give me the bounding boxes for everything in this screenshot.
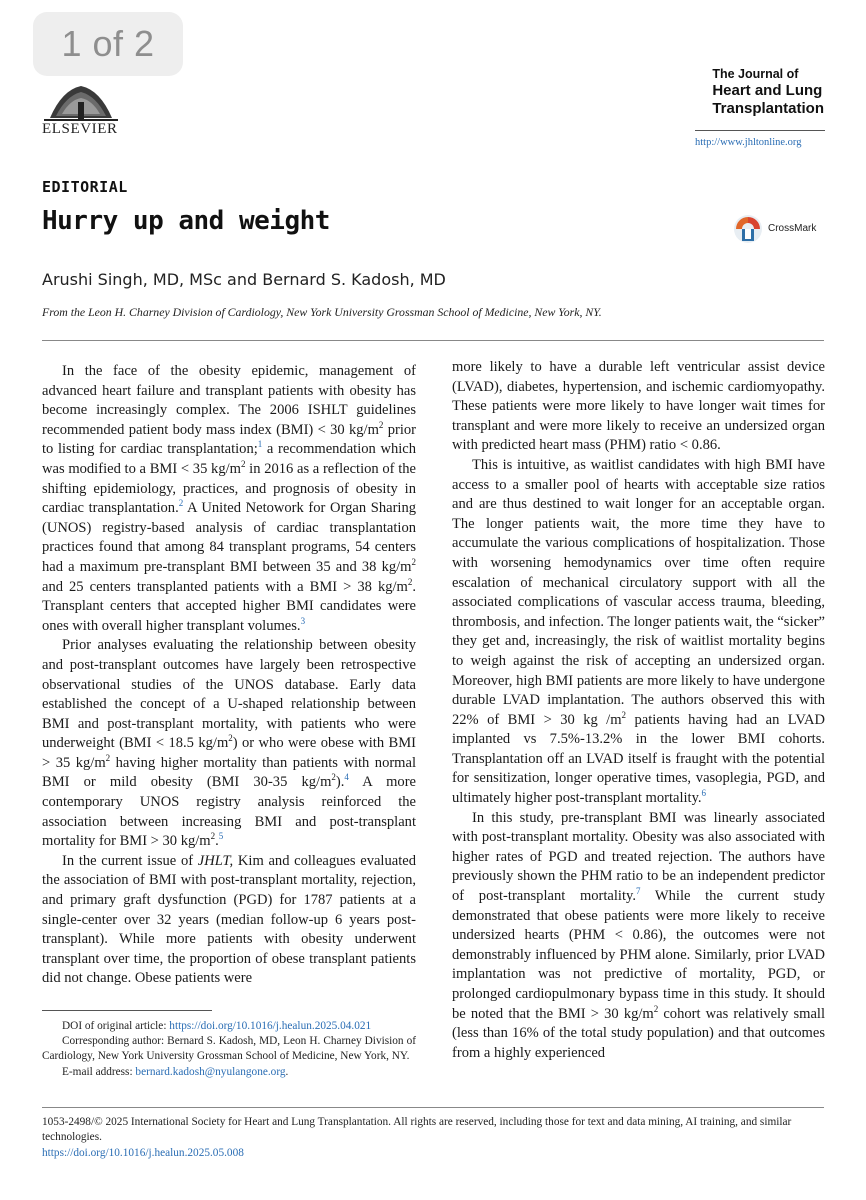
crossmark-label[interactable]: CrossMark — [768, 223, 817, 234]
body-column-left — [42, 362, 416, 989]
doi-footnote: DOI of original article: https://doi.org/10.1016/j.healun.2025.04.021 — [62, 1020, 372, 1032]
body-column-right — [452, 358, 825, 1063]
page-indicator: 1 of 2 — [33, 12, 183, 76]
reference-link[interactable]: 6 — [701, 788, 707, 799]
email-link[interactable]: bernard.kadosh@nyulangone.org — [135, 1065, 286, 1078]
reference-link[interactable]: 5 — [218, 831, 224, 842]
footer-divider — [42, 1107, 824, 1108]
journal-title — [712, 66, 824, 118]
paragraph: In the current issue of JHLT, Kim and colleagues evaluated the association of BMI with post-transplant mortality, rejection, and primary graft dysfunction (PGD) for 1787 patients at a single-center over 32 years (median follow-up 6 years post-transplant). While more patients with obesity underwent transplant over time, the proportion of obese transplant patients did not change. Obese patients were — [42, 852, 416, 987]
affiliation: From the Leon H. Charney Division of Cardiology, New York University Grossman School of Medicine, New York, NY. — [42, 305, 602, 319]
header-divider — [42, 340, 824, 341]
paragraph: In the face of the obesity epidemic, management of advanced heart failure and transplant patients with obesity has become increasingly complex. The 2006 ISHLT guidelines recommended patient body mass index (BMI) < 30 $kg/m^2$ prior to listing for cardiac transplantation;$^1$ a recommendation which was modified to a BMI < 35 $kg/m^2$ in 2016 as a reflection of the shifting epidemiology, practices, and prognosis of obesity in cardiac transplantation.$^2$ A United Netowork for Organ Sharing (UNOS) registry-based analysis of cardiac transplantation practices found that among 84 transplant programs, 54 centers had a maximum pre-transplant BMI between 35 and 38 $kg/m^2$ and 25 centers transplanted patients with a BMI > 38 $kg/m^2$. Transplant centers that accepted higher BMI candidates were ones with overall higher transplant volumes.$^3$ — [42, 363, 416, 634]
copyright-text: 1053-2498/© 2025 International Society for Heart and Lung Transplantation. All rights are reserved, including those for text and data mining, AI training, and similar technologies. — [42, 1116, 792, 1144]
reference-link[interactable]: 3 — [300, 615, 306, 626]
footnote-divider — [42, 1010, 212, 1011]
paragraph: Prior analyses evaluating the relationship between obesity and post-transplant outcomes have largely been retrospective observational studies of the UNOS database. Early data established the concept of a U-shaped relationship between BMI and post-transplant mortality, with patients who were underweight (BMI < 18.5 $kg/m^2$) or who were obese with BMI > 35 $kg/m^2$ having higher mortality than patients with normal BMI or mild obesity (BMI 30-35 $kg/m^2).^4$ A more contemporary UNOS registry analysis reinforced the association between increasing BMI and post-transplant mortality for BMI > 30 $kg/m^2.^5$ — [42, 637, 417, 850]
crossmark-icon[interactable] — [733, 214, 763, 244]
journal-line-1: The Journal of — [712, 67, 799, 81]
section-label: EDITORIAL — [42, 178, 128, 196]
article-title: Hurry up and weight — [42, 206, 330, 236]
journal-divider — [695, 130, 825, 131]
authors: Arushi Singh, MD, MSc and Bernard S. Kadosh, MD — [42, 270, 446, 289]
elsevier-tree-logo — [42, 80, 120, 122]
reference-link[interactable]: 4 — [344, 772, 349, 783]
paragraph: This is intuitive, as waitlist candidates with high BMI have access to a smaller pool of hearts with acceptable size ratios and are thus destined to wait longer for an acceptable organ. The longer patients wait, the more time they have to accumulate the various complications of hospitalization. Those with worsening hemodynamics over time often require escalation of mechanical circulatory support with all the associated complications of vascular access trauma, bleeding, thrombosis, and infection. The longer patients wait, the “sicker” they get and, increasingly, the risk of waitlist mortality begins to weigh against the risk of accepting an undersized organ. Moreover, high BMI patients are more likely to have undergone durable LVAD implantation. The authors observed this with 22% of BMI > 30 kg $/m^2$ patients having had an LVAD implanted vs 7.5%-13.2% in the lower BMI cohorts. Transplantation off an LVAD itself is fraught with the potential for sensitization, longer operative times, vasoplegia, PGD, and ultimately higher post-transplant mortality.$^6$ — [452, 456, 825, 807]
reference-link[interactable]: 2 — [178, 498, 184, 509]
paragraph: In this study, pre-transplant BMI was linearly associated with post-transplant mortality. Obesity was also associated with higher rates of PGD and treated rejection. The authors have previously shown the PHM ratio to be an independent predictor of post-transplant mortality.$^7$ While the current study demonstrated that obese patients were more likely to receive undersized hearts (PHM < 0.86), the outcomes were not demonstrably influenced by PHM alone. Similarly, prior LVAD implantation was not predictive of mortality, PGD, or prolonged cardiopulmonary bypass time in this study. It should be noted that the BMI > 30 $kg/m^2$ cohort was relatively small (less than 16% of the total study population) and that outcomes from a highly experienced — [452, 809, 826, 1061]
journal-line-2: Heart and Lung — [712, 82, 823, 99]
journal-url-link[interactable]: http://www.jhltonline.org — [695, 137, 802, 148]
article-doi-link[interactable]: https://doi.org/10.1016/j.healun.2025.05.008 — [42, 1146, 244, 1159]
journal-line-3: Transplantation — [712, 100, 824, 117]
reference-link[interactable]: 1 — [257, 439, 263, 450]
paragraph: more likely to have a durable left ventricular assist device (LVAD), diabetes, hypertension, and ischemic cardiomyopathy. These patients were more likely to have longer wait times for transplant and were more likely to receive an undersized organ with predicted heart mass (PHM) ratio < 0.86. — [452, 359, 825, 454]
email-footnote: E-mail address: bernard.kadosh@nyulangone.org. — [62, 1065, 289, 1078]
footnotes — [42, 1019, 416, 1080]
doi-original-link[interactable]: https://doi.org/10.1016/j.healun.2025.04.021 — [169, 1020, 372, 1032]
copyright — [42, 1115, 824, 1161]
publisher-name: ELSEVIER — [42, 121, 118, 137]
reference-link[interactable]: 7 — [635, 886, 641, 897]
corresponding-author: Corresponding author: Bernard S. Kadosh, MD, Leon H. Charney Division of Cardiology, New York University Grossman School of Medicine, New York, NY. — [42, 1035, 416, 1063]
